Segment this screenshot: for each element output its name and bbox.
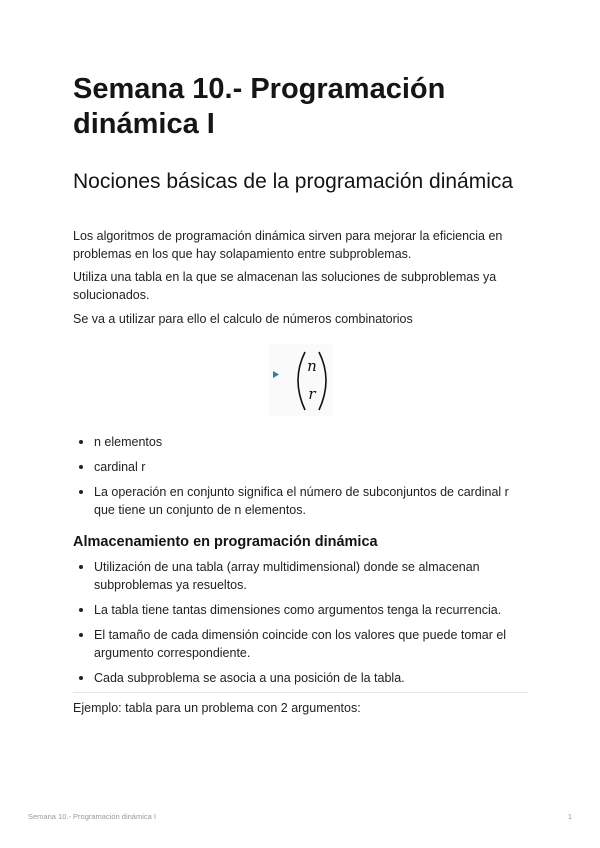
- footer-page-number: 1: [567, 812, 572, 821]
- list-item: Utilización de una tabla (array multidimensional) donde se almacenan subproblemas ya resueltos.: [73, 558, 528, 594]
- binomial-coefficient-figure: [269, 344, 333, 416]
- list-item: El tamaño de cada dimensión coincide con los valores que puede tomar el argumento correspondiente.: [73, 626, 528, 662]
- list-item: n elementos: [73, 433, 528, 451]
- paragraph-intro: Los algoritmos de programación dinámica sirven para mejorar la eficiencia en problemas en los que hay solapamiento entre subproblemas.: [73, 229, 503, 261]
- bullet-list-storage: [73, 558, 528, 694]
- right-parenthesis: [319, 352, 326, 410]
- bullet-list-combinatorics: [73, 433, 528, 519]
- paragraph-combinatorics: Se va a utilizar para ello el calculo de números combinatorios: [73, 312, 413, 326]
- page-title: Semana 10.- Programación dinámica I: [73, 73, 446, 140]
- footer-title: Semana 10.- Programación dinámica I: [28, 812, 156, 821]
- list-item: cardinal r: [73, 458, 528, 476]
- list-item: Cada subproblema se asocia a una posición de la tabla.: [73, 669, 528, 687]
- list-item: La tabla tiene tantas dimensiones como argumentos tenga la recurrencia.: [73, 601, 528, 619]
- subheading-storage: Almacenamiento en programación dinámica: [73, 534, 378, 550]
- section-heading: Nociones básicas de la programación dinámica: [73, 170, 514, 193]
- paragraph-example: Ejemplo: tabla para un problema con 2 argumentos:: [73, 701, 361, 715]
- binomial-bottom-symbol: r: [308, 385, 316, 403]
- left-parenthesis: [298, 352, 305, 410]
- divider: [73, 692, 528, 693]
- paragraph-table: Utiliza una tabla en la que se almacenan las soluciones de subproblemas ya solucionados.: [73, 270, 497, 302]
- play-marker-icon: [273, 371, 279, 378]
- list-item: La operación en conjunto significa el número de subconjuntos de cardinal r que tiene un conjunto de n elementos.: [73, 483, 528, 519]
- binomial-top-symbol: n: [307, 357, 317, 375]
